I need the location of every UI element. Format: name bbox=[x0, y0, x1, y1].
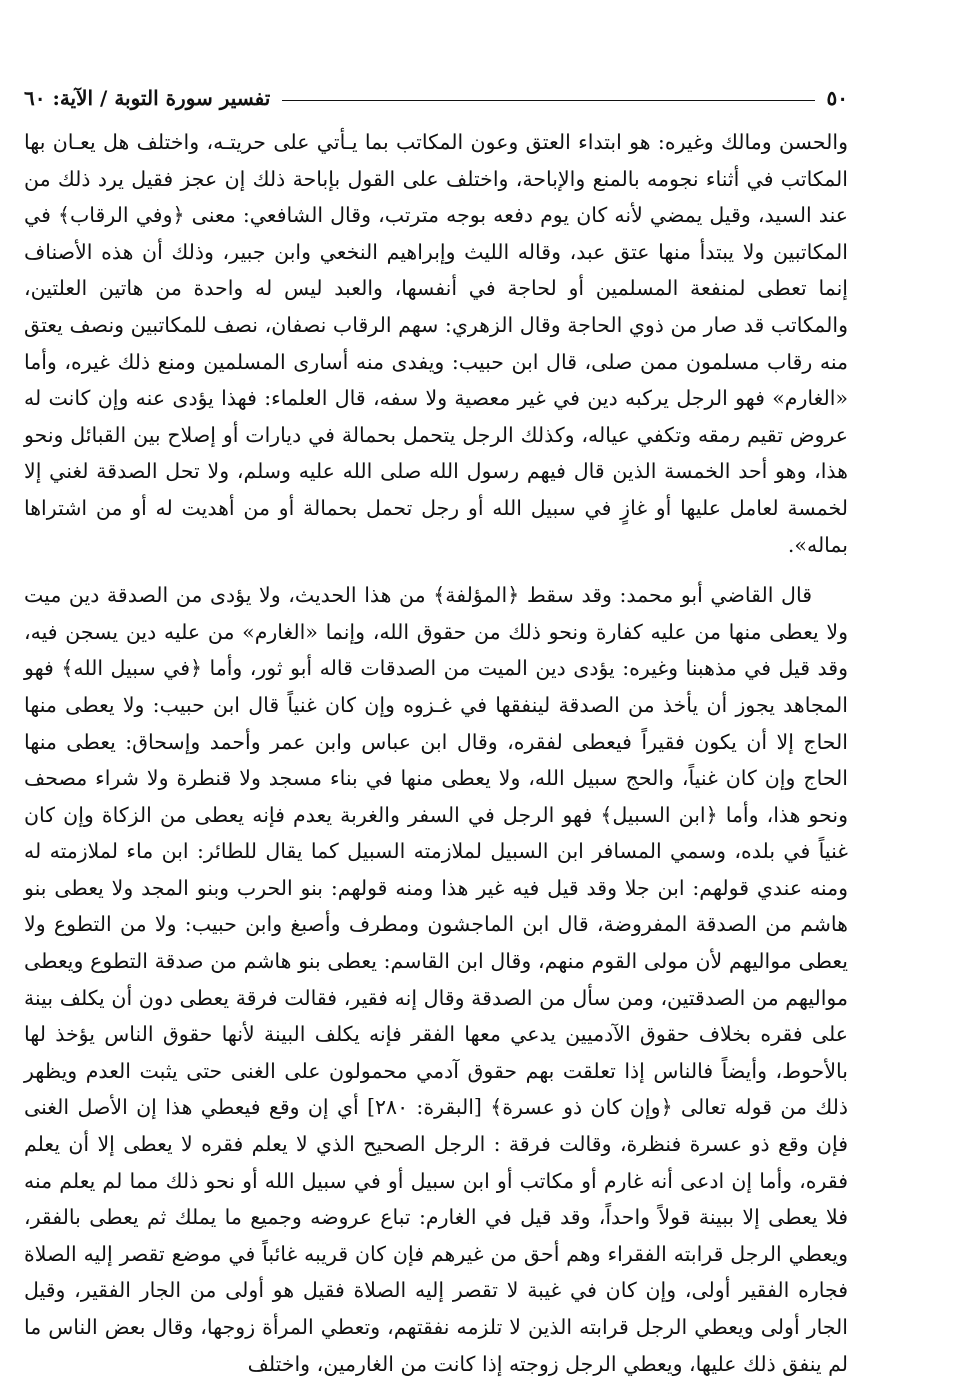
header-rule bbox=[282, 100, 814, 101]
running-title: تفسير سورة التوبة / الآية: ٦٠ bbox=[24, 86, 271, 110]
page-body bbox=[24, 124, 848, 1382]
page-number: ٥٠ bbox=[826, 86, 848, 110]
paragraph: والحسن ومالك وغيره: هو ابتداء العتق وعون المكاتب بما يـأتي على حريتـه، واختلف هل يعـان بها المكاتب في أثناء نجومه بالمنع والإباحة، واختلف على القول بإباحة ذلك إن عجز فقيل يرد ذلك من عند السيد، وقيل يمضي لأنه كان يوم دفعه بوجه مترتب، وقال الشافعي: معنى ﴿وفي الرقاب﴾ في المكاتبين ولا يبتدأ منها عتق عبد، وقاله الليث وإبراهيم النخعي وابن جبير، وذلك أن هذه الأصناف إنما تعطى لمنفعة المسلمين أو لحاجة في أنفسها، والعبد ليس له واحدة من هاتين العلتين، والمكاتب قد صار من ذوي الحاجة وقال الزهري: سهم الرقاب نصفان، نصف للمكاتبين ونصف يعتق منه رقاب مسلمون ممن صلى، قال ابن حبيب: ويفدى منه أسارى المسلمين ومنع ذلك غيره، وأما «الغارم» فهو الرجل يركبه دين في غير معصية ولا سفه، قال العلماء: فهذا يؤدى عنه وإن كانت له عروض تقيم رمقه وتكفي عياله، وكذلك الرجل يتحمل بحمالة في ديارات أو إصلاح بين القبائل ونحو هذا، وهو أحد الخمسة الذين قال فيهم رسول الله صلى الله عليه وسلم، ولا تحل الصدقة لغني إلا لخمسة لعامل عليها أو غازٍ في سبيل الله أو رجل تحمل بحمالة أو من أهديت له أو من اشتراها بماله». bbox=[24, 130, 848, 557]
paragraph: قال القاضي أبو محمد: وقد سقط ﴿المؤلفة﴾ من هذا الحديث، ولا يؤدى من الصدقة دين ميت ولا يعطى منها من عليه كفارة ونحو ذلك من حقوق الله، وإنما «الغارم» من عليه دين يسجن فيه، وقد قيل في مذهبنا وغيره: يؤدى دين الميت من الصدقات قاله أبو ثور، وأما ﴿في سبيل الله﴾ فهو المجاهد يجوز أن يأخذ من الصدقة لينفقها في غـزوه وإن كان غنياً قال ابن حبيب: ولا يعطى منها الحاج إلا أن يكون فقيراً فيعطى لفقره، وقال ابن عباس وابن عمر وأحمد وإسحاق: يعطى منها الحاج وإن كان غنياً، والحج سبيل الله، ولا يعطى منها في بناء مسجد ولا قنطرة ولا شراء مصحف ونحو هذا، وأما ﴿ابن السبيل﴾ فهو الرجل في السفر والغربة يعدم فإنه يعطى من الزكاة وإن كان غنياً في بلده، وسمي المسافر ابن السبيل لملازمته السبيل كما يقال للطائر: ابن ماء لملازمته له ومنه عندي قولهم: ابن جلا وقد قيل فيه غير هذا ومنه قولهم: بنو الحرب وبنو المجد ولا يعطى بنو هاشم من الصدقة المفروضة، قال ابن الماجشون ومطرف وأصبغ وابن حبيب: ولا من التطوع ولا يعطى مواليهم لأن مولى القوم منهم، وقال ابن القاسم: يعطى بنو هاشم من صدقة التطوع ويعطى مواليهم من الصدقتين، ومن سأل من الصدقة وقال إنه فقير، فقالت فرقة يعطى دون أن يكلف بينة على فقره بخلاف حقوق الآدميين يدعي معها الفقر فإنه يكلف البينة لأنها حقوق الناس يؤخذ لها بالأحوط، وأيضاً فالناس إذا تعلقت بهم حقوق آدمي محمولون على الغنى حتى يثبت العدم ويظهر ذلك من قوله تعالى ﴿وإن كان ذو عسرة﴾ [البقرة: ٢٨٠] أي إن وقع فيعطي هذا إن الأصل الغنى فإن وقع ذو عسرة فنظرة، وقالت فرقة : الرجل الصحيح الذي لا يعلم فقره لا يعطى إلا أن يعلم فقره، وأما إن ادعى أنه غارم أو مكاتب أو ابن سبيل أو في سبيل الله أو نحو ذلك مما لم يعلم منه فلا يعطى إلا ببينة قولاً واحداً، وقد قيل في الغارم: تباع عروضه وجميع ما يملك ثم يعطى بالفقر، ويعطي الرجل قرابته الفقراء وهم أحق من غيرهم فإن كان قريبه غائباً في موضع تقصر إليه الصلاة فجاره الفقير أولى، وإن كان في غيبة لا تقصر إليه الصلاة فقيل هو أولى من الجار الفقير، وقيل الجار أولى ويعطي الرجل قرابته الذين لا تلزمه نفقتهم، وتعطي المرأة زوجها، وقال بعض الناس ما لم ينفق ذلك عليها، ويعطي الرجل زوجته إذا كانت من الغارمين، واختلف bbox=[24, 583, 848, 1376]
page-header bbox=[24, 86, 848, 110]
